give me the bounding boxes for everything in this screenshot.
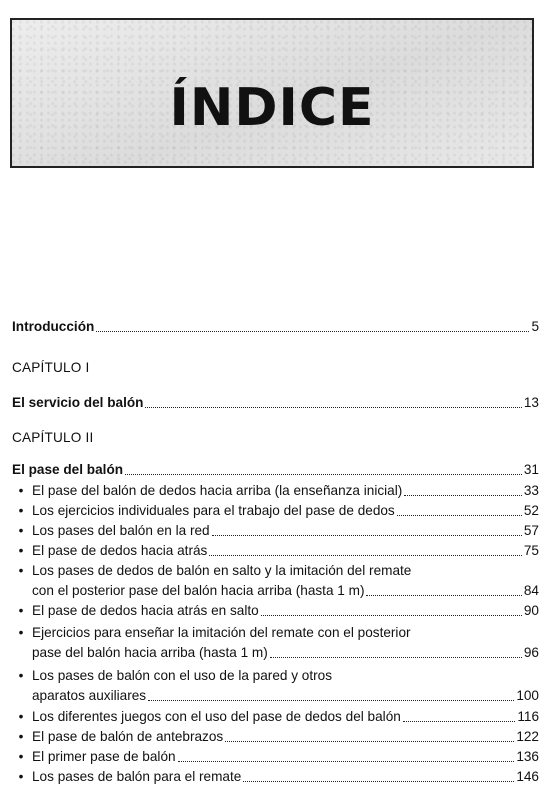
toc-item[interactable] <box>12 728 539 746</box>
dot-leader <box>397 514 522 516</box>
toc-item-label: Los pases de balón para el remate <box>32 769 242 784</box>
toc-entry-introduction[interactable] <box>12 318 539 336</box>
bullet-icon: • <box>18 543 24 558</box>
toc-item[interactable] <box>12 602 539 620</box>
toc-page-number: 122 <box>516 729 539 744</box>
toc-item[interactable] <box>12 768 539 786</box>
toc-entry-label: Introducción <box>12 319 95 334</box>
toc-item-label: El primer pase de balón <box>32 749 176 764</box>
toc-page-number: 13 <box>523 395 539 410</box>
toc-item-label: El pase de dedos hacia atrás en salto <box>32 603 259 618</box>
toc-page-number: 57 <box>523 523 539 538</box>
dot-leader <box>261 614 522 616</box>
dot-leader <box>404 494 522 496</box>
bullet-icon: • <box>18 769 24 784</box>
toc-entry-label: El pase del balón <box>12 462 124 477</box>
toc-item-label: pase del balón hacia arriba (hasta 1 m) <box>32 645 268 660</box>
bullet-icon: • <box>18 523 24 538</box>
dot-leader <box>270 656 522 658</box>
dot-leader <box>125 473 522 475</box>
bullet-icon: • <box>18 603 24 618</box>
dot-leader <box>243 780 514 782</box>
dot-leader <box>212 534 522 536</box>
toc-item[interactable] <box>12 644 539 662</box>
toc-item-label: Los pases del balón en la red <box>32 523 210 538</box>
toc-item[interactable] <box>12 582 539 600</box>
toc-item-label: con el posterior pase del balón hacia arriba (hasta 1 m) <box>32 583 365 598</box>
toc-page-number: 5 <box>531 319 539 334</box>
dot-leader <box>145 406 521 408</box>
toc-item[interactable] <box>12 502 539 520</box>
bullet-icon: • <box>18 709 24 724</box>
bullet-icon: • <box>18 749 24 764</box>
toc-page-number: 31 <box>523 462 539 477</box>
dot-leader <box>209 554 522 556</box>
toc-item-label: Los ejercicios individuales para el trabajo del pase de dedos <box>32 503 395 518</box>
toc-item[interactable] <box>12 482 539 500</box>
page-title: ÍNDICE <box>169 78 375 138</box>
dot-leader <box>148 699 514 701</box>
dot-leader <box>225 740 514 742</box>
toc-entry-chapter-2[interactable] <box>12 461 539 479</box>
toc-item[interactable] <box>12 687 539 705</box>
toc-item-label: El pase de balón de antebrazos <box>32 729 224 744</box>
toc-item[interactable] <box>12 748 539 766</box>
toc-page-number: 75 <box>523 543 539 558</box>
toc-page-number: 136 <box>516 749 539 764</box>
bullet-icon: • <box>18 483 24 498</box>
chapter-heading-2: CAPÍTULO II <box>12 430 94 445</box>
bullet-icon: • <box>18 729 24 744</box>
toc-item[interactable] <box>12 542 539 560</box>
toc-item[interactable] <box>12 522 539 540</box>
toc-item-label: Los diferentes juegos con el uso del pase de dedos del balón <box>32 709 401 724</box>
dot-leader <box>178 760 515 762</box>
toc-item-first-line: Los pases de dedos de balón en salto y la imitación del remate <box>32 563 412 578</box>
toc-page-number: 33 <box>523 483 539 498</box>
toc-item-label: El pase del balón de dedos hacia arriba (la enseñanza inicial) <box>32 483 403 498</box>
title-banner <box>10 18 534 168</box>
dot-leader <box>403 720 516 722</box>
toc-item-label: aparatos auxiliares <box>32 688 147 703</box>
toc-page-number: 116 <box>517 709 539 724</box>
toc-page-number: 84 <box>523 583 539 598</box>
toc-item-label: El pase de dedos hacia atrás <box>32 543 208 558</box>
chapter-heading-1: CAPÍTULO I <box>12 360 90 375</box>
toc-entry-chapter-1[interactable] <box>12 394 539 412</box>
toc-page-number: 100 <box>516 688 539 703</box>
toc-item-first-line: Ejercicios para enseñar la imitación del remate con el posterior <box>32 625 411 640</box>
toc-page-number: 90 <box>523 603 539 618</box>
toc-page-number: 96 <box>523 645 539 660</box>
bullet-icon: • <box>18 503 24 518</box>
toc-page-number: 52 <box>523 503 539 518</box>
toc-item-first-line: Los pases de balón con el uso de la pared y otros <box>32 668 333 683</box>
dot-leader <box>366 594 521 596</box>
toc-item[interactable] <box>12 708 539 726</box>
dot-leader <box>96 330 529 332</box>
toc-page-number: 146 <box>516 769 539 784</box>
toc-entry-label: El servicio del balón <box>12 395 144 410</box>
